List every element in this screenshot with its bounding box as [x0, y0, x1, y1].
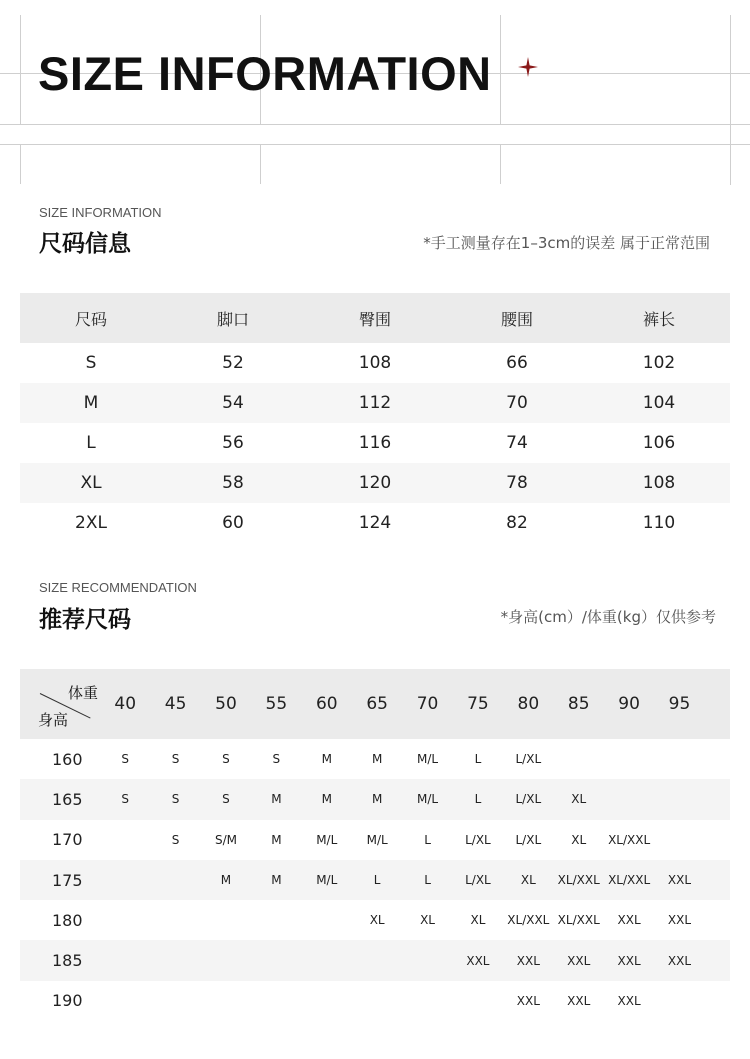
table-cell: 60 [222, 513, 244, 533]
table-cell: 102 [642, 353, 676, 373]
table-cell: 108 [358, 353, 392, 373]
size-cell: XXL [466, 953, 490, 968]
size-cell: S [171, 792, 180, 807]
size-cell: L/XL [515, 832, 542, 847]
table-cell: 78 [506, 473, 528, 493]
grid-line [0, 124, 750, 125]
size-cell: M/L [416, 752, 439, 767]
table-row [20, 900, 730, 940]
size-cell: L/XL [515, 752, 542, 767]
table-cell: 66 [506, 353, 528, 373]
size-cell: M [321, 752, 332, 767]
grid-line [20, 144, 21, 184]
size-cell: XXL [617, 953, 641, 968]
height-row-label: 165 [52, 789, 83, 809]
column-header: 脚口 [216, 309, 249, 329]
table-row [20, 383, 730, 423]
table-header-row [20, 669, 730, 739]
table-cell: 52 [222, 353, 244, 373]
size-cell: S [121, 752, 129, 767]
table-row [20, 940, 730, 980]
size-cell: L/XL [515, 792, 542, 807]
size-cell: L [424, 873, 431, 888]
recommendation-rows [20, 739, 730, 1021]
size-cell: S/M [214, 832, 237, 847]
size-cell: S [222, 752, 230, 767]
size-cell: XL [571, 792, 587, 807]
size-cell: XL [369, 913, 385, 928]
table-cell: 56 [222, 433, 244, 453]
size-cell: L [474, 752, 482, 767]
grid-line [500, 144, 501, 184]
size-cell: XL/XXL [507, 913, 550, 928]
size-cell: XL [520, 873, 536, 888]
table-cell: 108 [642, 473, 676, 493]
size-cell: M [271, 873, 282, 888]
column-header: 尺码 [74, 309, 107, 329]
size-cell: XXL [617, 913, 641, 928]
table-cell: 104 [642, 393, 676, 413]
height-row-label: 190 [52, 991, 83, 1011]
weight-column-header: 60 [315, 694, 338, 714]
size-cell: XXL [516, 993, 540, 1008]
weight-column-header: 95 [668, 694, 691, 714]
size-cell: M [321, 792, 332, 807]
measurement-note: *手工测量存在1–3cm的误差 属于正常范围 [423, 234, 710, 252]
size-cell: XL/XXL [557, 873, 600, 888]
table-cell: S [85, 353, 97, 373]
weight-column-header: 65 [366, 694, 388, 714]
size-cell: L/XL [465, 873, 491, 888]
size-cell: S [171, 752, 180, 767]
section-label-en: SIZE INFORMATION [39, 205, 162, 220]
table-cell: 112 [358, 393, 392, 413]
table-cell: 124 [358, 513, 392, 533]
size-cell: L [373, 873, 381, 888]
weight-column-header: 45 [164, 694, 187, 714]
height-row-label: 180 [52, 910, 83, 930]
size-cell: M [271, 832, 282, 847]
weight-column-header: 50 [215, 694, 237, 714]
size-cell: M/L [316, 873, 338, 888]
size-cell: L/XL [465, 832, 491, 847]
sparkle-star-icon [518, 57, 538, 77]
height-row-label: 175 [52, 870, 83, 890]
table-cell: XL [80, 473, 102, 493]
weight-axis-label: 体重 [68, 684, 99, 702]
weight-column-header: 90 [618, 694, 640, 714]
table-cell: 74 [506, 433, 528, 453]
column-header: 臀围 [358, 309, 391, 329]
table-row [20, 860, 730, 900]
weight-column-header: 85 [567, 694, 590, 714]
height-row-label: 170 [52, 830, 83, 850]
weight-column-header: 55 [265, 694, 288, 714]
table-cell: 2XL [75, 513, 107, 533]
page-title: SIZE INFORMATION [38, 47, 492, 100]
size-cell: M [271, 792, 282, 807]
table-row [20, 820, 730, 860]
size-cell: XXL [516, 953, 540, 968]
size-cell: S [121, 792, 129, 807]
table-row [20, 343, 730, 383]
table-row [20, 981, 730, 1021]
table-cell: 54 [222, 393, 244, 413]
size-cell: XL/XXL [557, 913, 600, 928]
reference-note: *身高(cm）/体重(kg）仅供参考 [500, 608, 716, 626]
table-cell: 106 [642, 433, 676, 453]
height-row-label: 185 [52, 951, 83, 971]
weight-column-header: 75 [467, 694, 489, 714]
table-header-row [20, 293, 730, 343]
height-axis-label: 身高 [38, 711, 69, 729]
table-row [20, 463, 730, 503]
size-cell: L [424, 832, 431, 847]
size-cell: XL [420, 913, 435, 928]
size-cell: S [171, 832, 180, 847]
table-cell: 58 [222, 473, 244, 493]
size-cell: M [371, 752, 383, 767]
weight-column-header: 70 [416, 694, 439, 714]
table-cell: 120 [358, 473, 392, 493]
section-title-zh: 尺码信息 [39, 231, 131, 257]
grid-line [0, 144, 750, 145]
size-info-table [20, 293, 730, 543]
size-cell: S [272, 752, 281, 767]
table-cell: 116 [358, 433, 392, 453]
section-label-en: SIZE RECOMMENDATION [39, 580, 197, 595]
grid-line [500, 15, 501, 125]
size-cell: XXL [567, 953, 591, 968]
size-cell: XL [470, 913, 486, 928]
table-row [20, 779, 730, 819]
size-recommendation-table [20, 669, 730, 1021]
size-cell: XXL [667, 953, 692, 968]
table-cell: M [83, 393, 99, 413]
size-cell: M/L [366, 832, 388, 847]
table-cell: 70 [506, 393, 528, 413]
size-cell: XL/XXL [608, 873, 651, 888]
weight-header-group [100, 694, 705, 714]
weight-column-header: 80 [517, 694, 540, 714]
size-cell: XL [571, 832, 587, 847]
table-cell: 110 [642, 513, 676, 533]
grid-line [20, 15, 21, 125]
table-cell: L [86, 433, 96, 453]
table-row [20, 423, 730, 463]
size-cell: XXL [667, 913, 692, 928]
weight-column-header: 40 [114, 694, 137, 714]
size-cell: XXL [667, 873, 692, 888]
column-header: 裤长 [642, 309, 675, 329]
section-title-zh: 推荐尺码 [39, 607, 131, 633]
size-cell: M/L [316, 832, 338, 847]
size-cell: XL/XXL [608, 832, 651, 847]
height-row-label: 160 [52, 749, 83, 769]
size-cell: M [220, 873, 232, 888]
table-cell: 82 [506, 513, 528, 533]
table-corner-header [20, 669, 100, 739]
size-cell: L [474, 792, 482, 807]
table-row [20, 739, 730, 779]
size-cell: M/L [416, 792, 439, 807]
size-cell: S [222, 792, 230, 807]
size-cell: M [371, 792, 383, 807]
grid-line [730, 15, 731, 185]
table-row [20, 503, 730, 543]
grid-line [260, 144, 261, 184]
size-cell: XXL [567, 993, 591, 1008]
column-header: 腰围 [500, 309, 533, 329]
size-cell: XXL [617, 993, 641, 1008]
